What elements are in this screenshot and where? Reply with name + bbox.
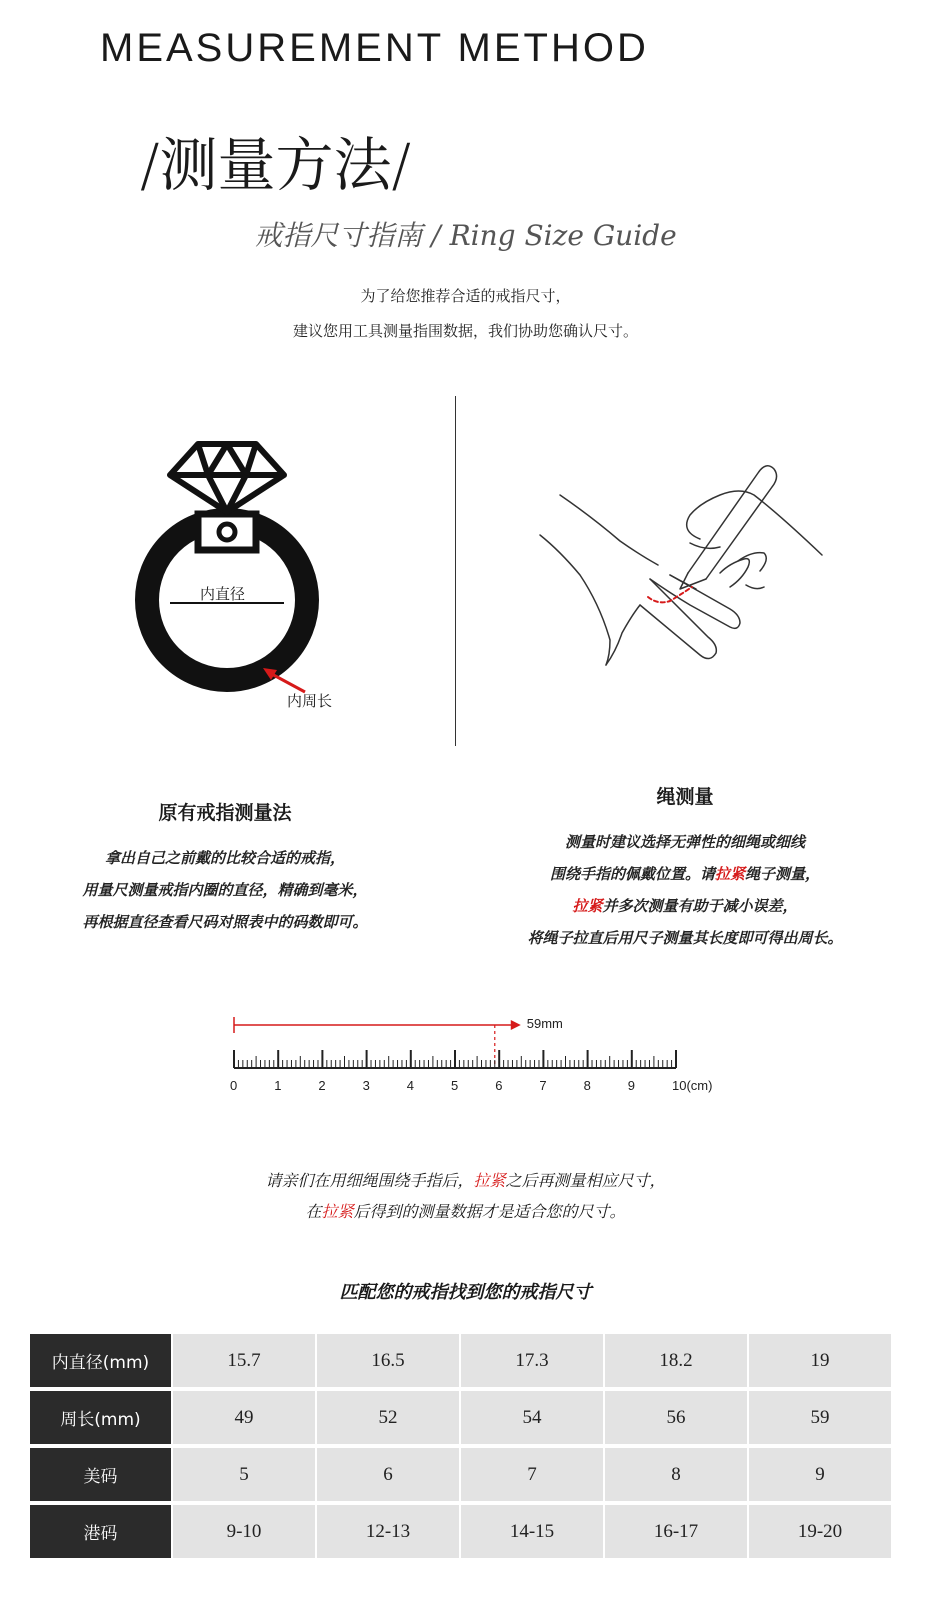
gem-icon [170,444,284,512]
ruler-ticks [234,1050,676,1068]
ruler-label: 2 [318,1078,326,1093]
ruler-label: 7 [539,1078,547,1093]
ruler-label: 3 [362,1078,370,1093]
method-ring-line-3: 再根据直径查看尺码对照表中的码数即可。 [82,913,368,931]
intro-line-1: 为了给您推荐合适的戒指尺寸， [360,287,571,305]
inner-diameter-label: 内直径 [200,585,246,603]
table-cell: 16-17 [605,1505,747,1558]
ruler-label: 4 [406,1078,415,1093]
table-cell: 19 [749,1334,891,1387]
table-cell: 9-10 [173,1505,315,1558]
row-header: 美码 [30,1448,171,1501]
table-row [30,1334,891,1387]
ruler-label: 1 [274,1078,282,1093]
size-table [28,1330,893,1562]
table-cell: 12-13 [317,1505,459,1558]
table-cell: 52 [317,1391,459,1444]
method-rope-title: 绳测量 [656,786,714,808]
row-header: 内直径(mm) [30,1334,171,1387]
method-ring-title: 原有戒指测量法 [158,802,292,824]
title-english: MEASUREMENT METHOD [100,26,649,70]
ruler-label: 8 [583,1078,591,1093]
ruler-label: 5 [451,1078,459,1093]
pen-icon [688,466,777,579]
method-rope-line-1: 测量时建议选择无弹性的细绳或细线 [564,833,805,851]
table-cell: 17.3 [461,1334,603,1387]
method-ring-line-1: 拿出自己之前戴的比较合适的戒指， [104,849,345,867]
table-cell: 7 [461,1448,603,1501]
ring-illustration [120,430,350,720]
divider [455,396,456,746]
emphasis-tighten: 拉紧 [714,865,745,883]
emphasis-tighten: 拉紧 [321,1202,354,1221]
table-cell: 14-15 [461,1505,603,1558]
inner-circumference-label: 内周长 [287,692,333,710]
table-row [30,1391,891,1444]
size-table-title: 匹配您的戒指找到您的戒指尺寸 [339,1282,592,1303]
ruler-label: 9 [627,1078,636,1093]
table-row [30,1505,891,1558]
method-ring-line-2: 用量尺测量戒指内圈的直径，精确到毫米， [82,881,368,899]
intro-line-2: 建议您用工具测量指围数据，我们协助您确认尺寸。 [292,322,638,340]
ruler-label: 0 [230,1078,238,1093]
table-cell: 16.5 [317,1334,459,1387]
emphasis-tighten: 拉紧 [572,897,603,915]
ruler-label: 10(cm) [672,1078,713,1093]
row-header: 周长(mm) [30,1391,171,1444]
table-cell: 56 [605,1391,747,1444]
method-rope-line-4: 将绳子拉直后用尺子测量其长度即可得出周长。 [527,929,843,947]
note-line-1: 请亲们在用细绳围绕手指后，拉紧之后再测量相应尺寸， [265,1171,666,1190]
table-cell: 19-20 [749,1505,891,1558]
ruler [0,1005,931,1105]
table-cell: 5 [173,1448,315,1501]
table-cell: 59 [749,1391,891,1444]
emphasis-tighten: 拉紧 [473,1171,506,1190]
table-cell: 18.2 [605,1334,747,1387]
ruler-marker [234,1017,521,1068]
table-cell: 49 [173,1391,315,1444]
ruler-marker-label: 59mm [526,1016,563,1031]
row-header: 港码 [30,1505,171,1558]
table-cell: 9 [749,1448,891,1501]
table-cell: 54 [461,1391,603,1444]
title-chinese: /测量方法/ [140,131,412,199]
hand-illustration [530,455,850,680]
table-cell: 8 [605,1448,747,1501]
table-cell: 6 [317,1448,459,1501]
table-cell: 15.7 [173,1334,315,1387]
method-rope-line-3: 拉紧并多次测量有助于减小误差， [572,897,798,915]
table-row [30,1448,891,1501]
note-line-2: 在拉紧后得到的测量数据才是适合您的尺寸。 [305,1202,626,1221]
subtitle: 戒指尺寸指南 / Ring Size Guide [254,219,677,252]
method-rope-line-2: 围绕手指的佩戴位置。请拉紧绳子测量， [549,865,821,883]
ruler-label: 6 [495,1078,503,1093]
measuring-string [648,587,692,602]
